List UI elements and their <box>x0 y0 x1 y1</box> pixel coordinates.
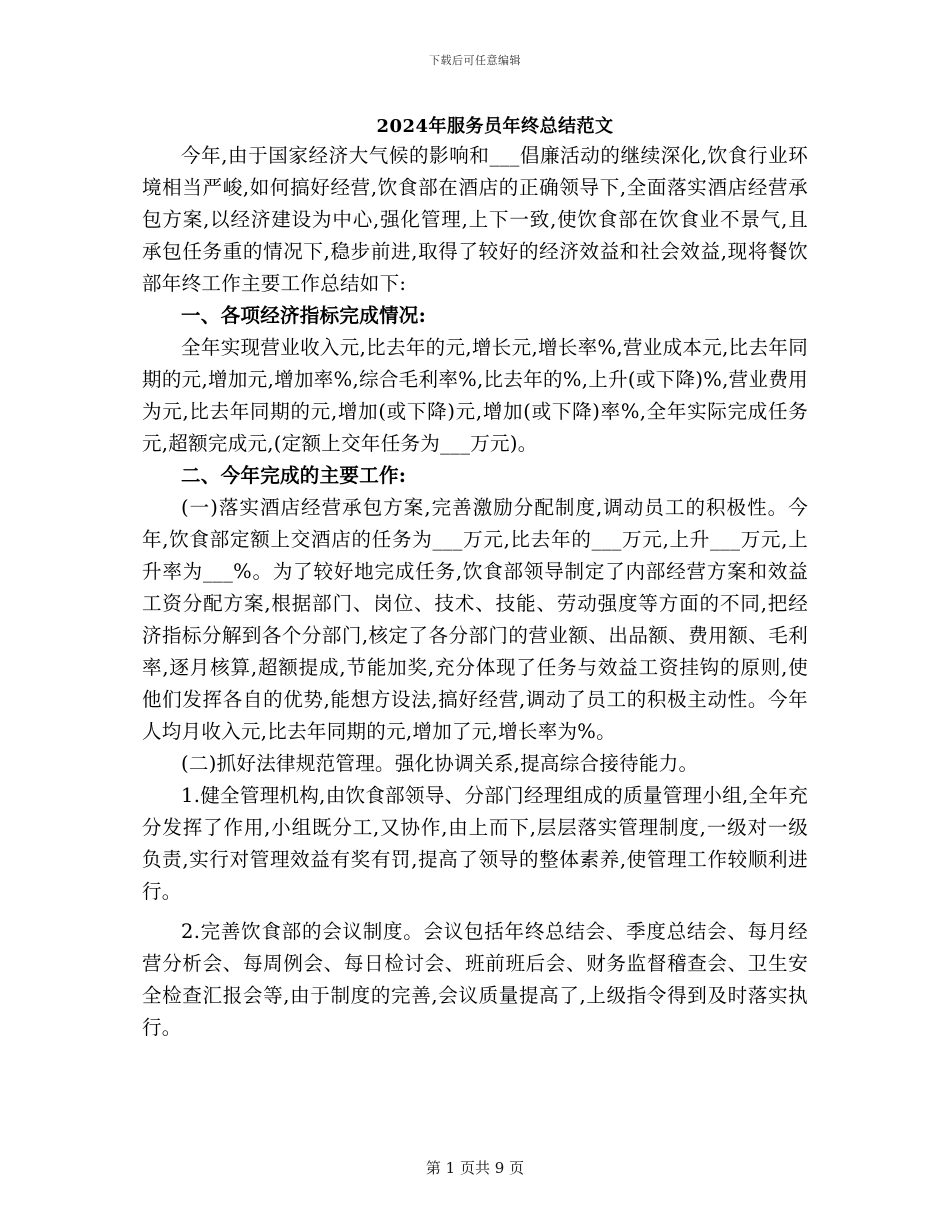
header-note: 下载后可任意编辑 <box>429 54 521 67</box>
section-heading-2: 二、今年完成的主要工作: <box>181 464 407 487</box>
economic-indicators-paragraph: 全年实现营业收入元,比去年的元,增长元,增长率%,营业成本元,比去年同期的元,增加元,增加率%,综合毛利率%,比去年的%,上升(或下降)%,营业费用为元,比去年同期的元,增加(或下降)元,增加(或下降)率%,全年实际完成任务元,超额完成元,(定额上交年任务为___万元)。 <box>142 336 808 455</box>
page-number: 第 1 页共 9 页 <box>425 1159 525 1177</box>
work-item-1-paragraph: (一)落实酒店经营承包方案,完善激励分配制度,调动员工的积极性。今年,饮食部定额上交酒店的任务为___万元,比去年的___万元,上升___万元,上升率为___%。为了较好地完成任务,饮食部领导制定了内部经营方案和效益工资分配方案,根据部门、岗位、技术、技能、劳动强度等方面的不同,把经济指标分解到各个分部门,核定了各分部门的营业额、出品额、费用额、毛利率,逐月核算,超额提成,节能加奖,充分体现了任务与效益工资挂钩的原则,使他们发挥各自的优势,能想方设法,搞好经营,调动了员工的积极主动性。今年人均月收入元,比去年同期的元,增加了元,增长率为%。 <box>142 496 808 743</box>
document-body <box>142 140 808 1044</box>
intro-paragraph: 今年,由于国家经济大气候的影响和___倡廉活动的继续深化,饮食行业环境相当严峻,如何搞好经营,饮食部在酒店的正确领导下,全面落实酒店经营承包方案,以经济建设为中心,强化管理,上下一致,使饮食部在饮食业不景气,且承包任务重的情况下,稳步前进,取得了较好的经济效益和社会效益,现将餐饮部年终工作主要工作总结如下: <box>142 144 808 295</box>
work-item-2-paragraph: (二)抓好法律规范管理。强化协调关系,提高综合接待能力。 <box>181 752 699 775</box>
management-structure-paragraph: 1.健全管理机构,由饮食部领导、分部门经理组成的质量管理小组,全年充分发挥了作用,小组既分工,又协作,由上而下,层层落实管理制度,一级对一级负责,实行对管理效益有奖有罚,提高了领导的整体素养,使管理工作较顺利进行。 <box>142 784 808 903</box>
document-title: 2024年服务员年终总结范文 <box>376 116 614 137</box>
section-heading-1: 一、各项经济指标完成情况: <box>181 304 427 327</box>
meeting-system-paragraph: 2.完善饮食部的会议制度。会议包括年终总结会、季度总结会、每月经营分析会、每周例会、每日检讨会、班前班后会、财务监督稽查会、卫生安全检查汇报会等,由于制度的完善,会议质量提高了,上级指令得到及时落实执行。 <box>142 920 808 1039</box>
